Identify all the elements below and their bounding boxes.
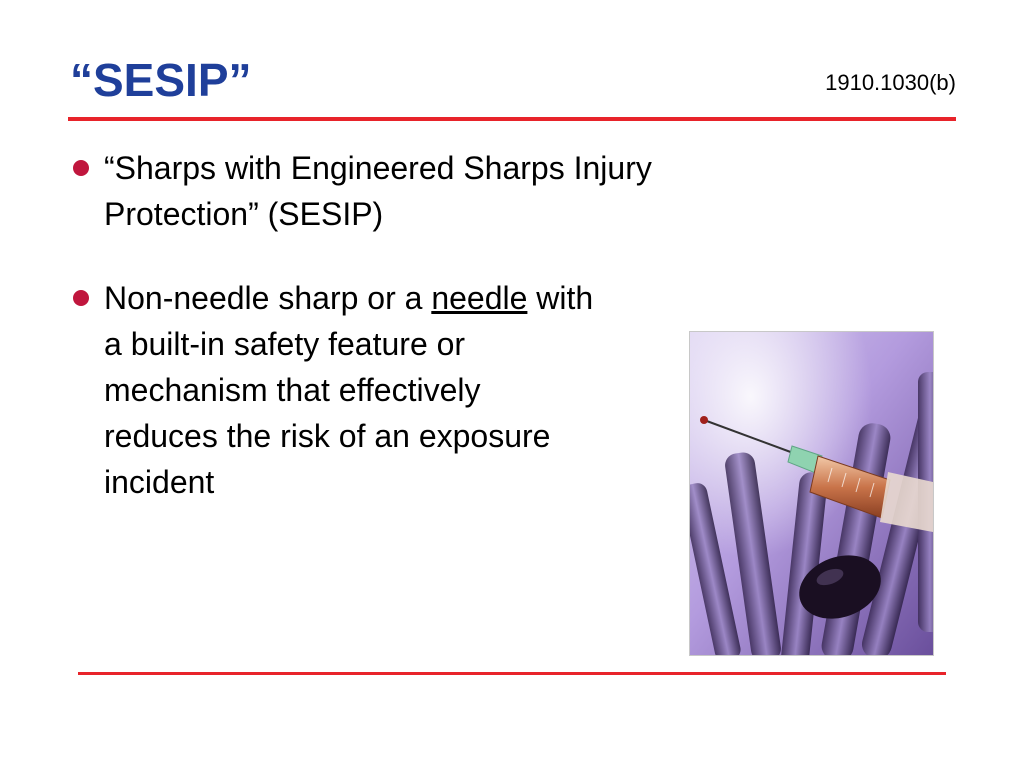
- bullet-item-definition: [70, 145, 810, 245]
- slide-title: “SESIP”: [70, 54, 252, 106]
- bullet-item-description: [70, 275, 690, 515]
- underlined-term: needle: [431, 280, 528, 316]
- bullet-dot-icon: [73, 160, 89, 176]
- bullet-line: a built-in safety feature or: [104, 326, 466, 362]
- bullet-line: “Sharps with Engineered Sharps Injury: [104, 150, 652, 186]
- bullet-line: [104, 275, 684, 321]
- syringe-photo: [689, 331, 934, 656]
- bullet-line: mechanism that effectively: [104, 372, 481, 408]
- bullet-text: [104, 275, 684, 505]
- bullet-line: Protection” (SESIP): [104, 196, 384, 232]
- bullet-dot-icon: [73, 290, 89, 306]
- bottom-divider: [78, 672, 946, 675]
- top-divider: [68, 117, 956, 121]
- bullet-line: reduces the risk of an exposure: [104, 418, 551, 454]
- bullet-text-segment: Non-needle sharp or a: [104, 280, 432, 316]
- bullet-line: incident: [104, 464, 215, 500]
- bullet-text-segment: with: [527, 280, 594, 316]
- syringe-illustration: [690, 332, 933, 655]
- bullet-text: [104, 145, 804, 237]
- regulation-reference: 1910.1030(b): [825, 70, 956, 95]
